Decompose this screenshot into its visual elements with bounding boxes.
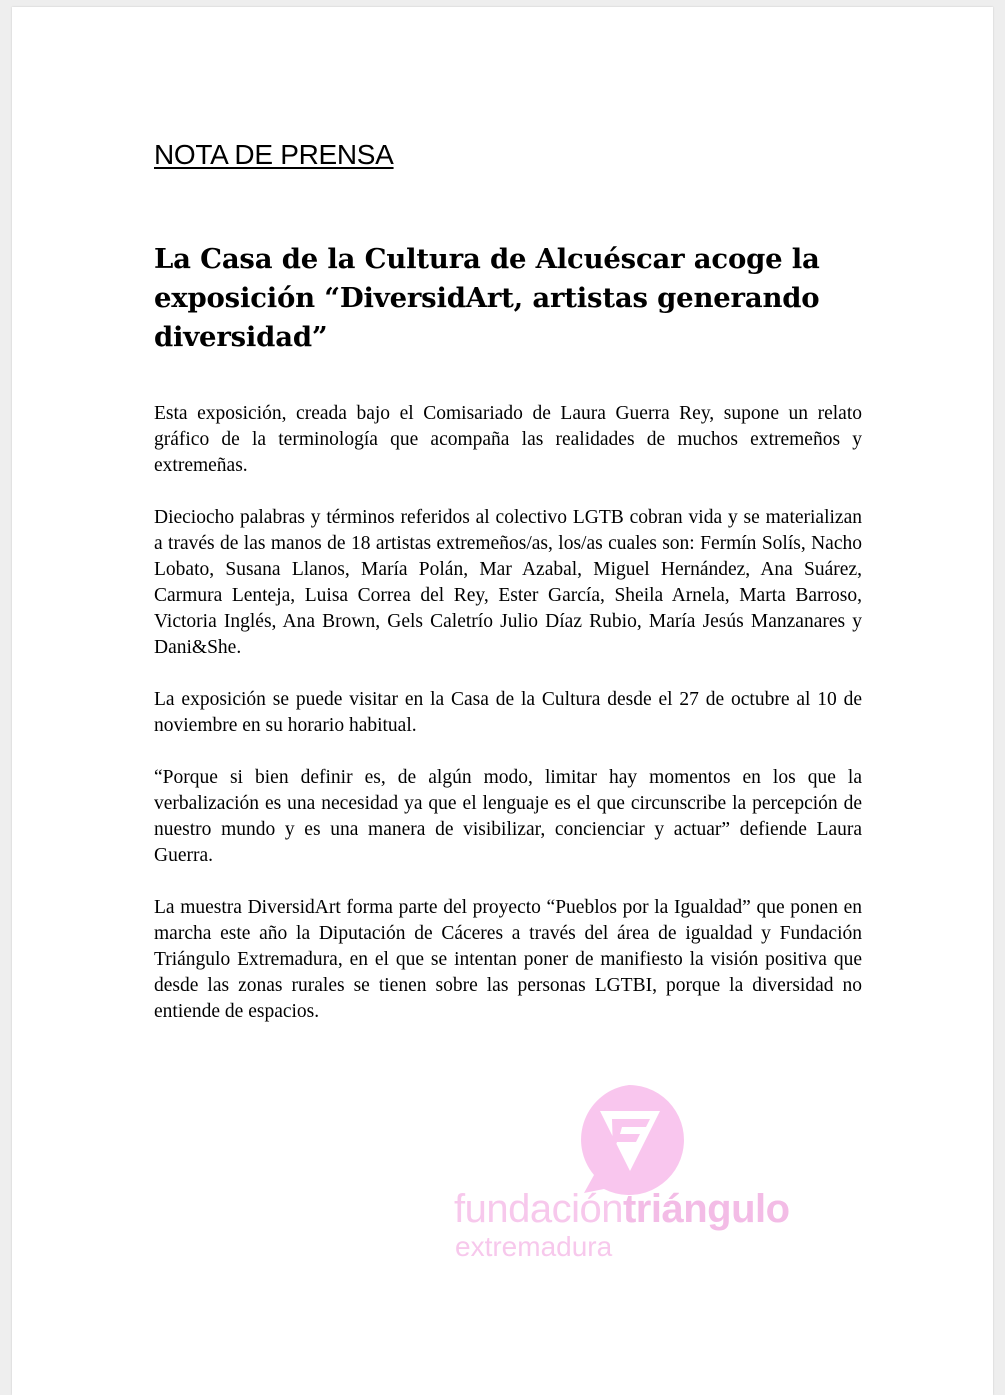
paragraph-project: La muestra DiversidArt forma parte del proyecto “Pueblos por la Igualdad” que ponen en marcha este año la Diputación de Cáceres a través del área de igualdad y Fundación Triángulo Extremadura, en el que se intentan poner de manifiesto la visión positiva que desde las zonas rurales se tienen sobre las personas LGTBI, porque la diversidad no entiende de espacios. — [154, 897, 862, 1022]
logo-wordmark-bold: triángulo — [622, 1187, 790, 1231]
press-release-title: La Casa de la Cultura de Alcuéscar acoge la exposición “DiversidArt, artistas generando diversidad” — [154, 243, 820, 353]
paragraph-quote: “Porque si bien definir es, de algún modo, limitar hay momentos en los que la verbalización es una necesidad ya que el lenguaje es el que circunscribe la percepción de nuestro mundo y es una manera de visibilizar, concienciar y actuar” defiende Laura Guerra. — [154, 767, 862, 866]
paragraph-dates: La exposición se puede visitar en la Casa de la Cultura desde el 27 de octubre al 10 de noviembre en su horario habitual. — [154, 689, 862, 736]
document-heading: NOTA DE PRENSA — [154, 139, 394, 170]
paragraph-intro: Esta exposición, creada bajo el Comisariado de Laura Guerra Rey, supone un relato gráfico de la terminología que acompaña las realidades de muchos extremeños y extremeñas. — [154, 403, 862, 476]
logo-wordmark — [454, 1185, 790, 1233]
logo-wordmark-light: fundación — [454, 1187, 623, 1231]
logo-region: extremadura — [455, 1231, 613, 1262]
fundacion-triangulo-f-speech-bubble-icon — [572, 1083, 686, 1197]
paragraph-artists: Dieciocho palabras y términos referidos al colectivo LGTB cobran vida y se materializan a través de las manos de 18 artistas extremeños/as, los/as cuales son: Fermín Solís, Nacho Lobato, Susana Llanos, María Polán, Mar Azabal, Miguel Hernández, Ana Suárez, Carmura Lenteja, Luisa Correa del Rey, Ester García, Sheila Arnela, Marta Barroso, Victoria Inglés, Ana Brown, Gels Caletrío Julio Díaz Rubio, María Jesús Manzanares y Dani&She. — [154, 507, 862, 658]
press-release-body — [154, 401, 862, 1051]
